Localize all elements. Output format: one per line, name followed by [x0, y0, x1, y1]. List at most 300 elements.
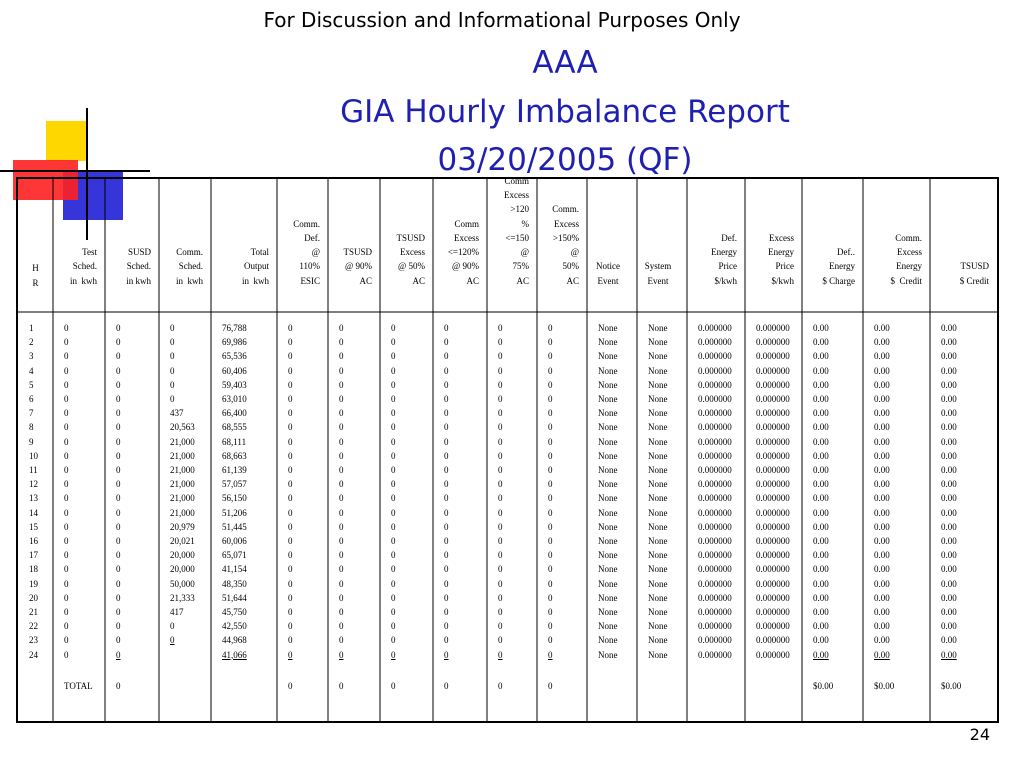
table-cell: 0 [339, 592, 344, 603]
table-cell: 0 [339, 564, 344, 575]
table-cell: 0 [339, 337, 344, 348]
table-cell: 19 [29, 578, 38, 589]
table-cell: 0 [548, 323, 553, 333]
table-cell: 0.00 [874, 621, 890, 632]
table-cell: 21 [29, 607, 38, 617]
table-cell: 0.00 [813, 337, 829, 348]
table-cell: 0.00 [941, 408, 957, 419]
total-cell: 0 [498, 681, 503, 691]
table-cell: 0 [391, 408, 396, 419]
table-cell: 0 [288, 422, 293, 433]
table-cell: 0.00 [813, 521, 829, 532]
table-cell: 6 [29, 394, 34, 404]
table-cell: 0 [391, 635, 396, 646]
table-cell: 0 [498, 408, 503, 419]
table-cell: 0 [391, 351, 396, 362]
table-cell: 0 [339, 408, 344, 419]
column-header: Def. Energy Price $/kwh [711, 232, 737, 286]
table-cell: 0 [444, 507, 449, 518]
table-cell: None [648, 379, 668, 390]
table-cell: None [648, 578, 668, 589]
table-cell: 0 [391, 564, 396, 575]
table-cell: 0.00 [874, 436, 890, 447]
table-cell: 0.00 [813, 379, 829, 390]
table-cell: 0 [339, 621, 344, 632]
table-cell: 0.000000 [698, 408, 732, 419]
table-cell: None [598, 351, 618, 362]
table-cell: 0 [444, 607, 449, 617]
disclaimer-text: For Discussion and Informational Purposes Only [263, 8, 741, 32]
table-cell: None [598, 479, 618, 490]
table-cell: 0 [116, 450, 121, 461]
table-cell: 0.00 [941, 536, 957, 546]
table-cell: 0 [548, 635, 553, 646]
table-cell: 0.00 [941, 379, 957, 390]
table-cell: 0 [288, 479, 293, 490]
table-cell: 18 [29, 564, 38, 575]
table-cell: 0 [288, 507, 293, 518]
table-cell: 42,550 [222, 621, 247, 632]
table-cell: 0.00 [941, 450, 957, 461]
table-cell: 0.00 [941, 621, 957, 632]
imbalance-table [16, 177, 999, 723]
table-cell: 0 [498, 323, 503, 333]
table-cell: 45,750 [222, 607, 247, 617]
table-cell: 0 [339, 507, 344, 518]
table-cell: 0 [116, 365, 121, 376]
table-cell: 60,406 [222, 365, 247, 376]
table-cell: 0.00 [813, 422, 829, 433]
table-cell: 0.000000 [756, 379, 790, 390]
table-cell: 0 [444, 564, 449, 575]
table-cell: 0.000000 [698, 379, 732, 390]
table-cell: None [648, 607, 668, 617]
column-header: Notice Event [596, 261, 620, 286]
table-cell: 0 [548, 351, 553, 362]
table-cell: 0 [288, 521, 293, 532]
table-cell: 0 [339, 450, 344, 461]
table-cell: 0.00 [874, 379, 890, 390]
table-cell: None [598, 422, 618, 433]
table-cell: 0 [391, 337, 396, 348]
table-cell: 0 [548, 379, 553, 390]
table-cell: None [648, 521, 668, 532]
table-cell: 23 [29, 635, 38, 646]
table-cell: 0 [288, 351, 293, 362]
table-cell: 0.00 [941, 564, 957, 575]
column-header: TSUSD Excess @ 50% AC [396, 232, 425, 286]
table-cell: 0 [288, 465, 293, 475]
table-cell: 0 [498, 564, 503, 575]
table-cell: 0 [339, 607, 344, 617]
table-cell: 0.00 [941, 436, 957, 447]
table-cell: 59,403 [222, 379, 247, 390]
table-cell: 0 [498, 422, 503, 433]
column-header: Comm Excess <=120% @ 90% AC [447, 218, 479, 286]
table-cell: 0 [116, 607, 121, 617]
table-cell: None [648, 394, 668, 404]
table-cell: 0 [444, 621, 449, 632]
table-cell: 0 [339, 436, 344, 447]
table-cell: 0 [116, 621, 121, 632]
table-cell: 0 [64, 578, 69, 589]
table-cell: 0 [548, 621, 553, 632]
table-cell: None [598, 521, 618, 532]
table-cell: 0.000000 [756, 507, 790, 518]
table-cell: 0 [498, 365, 503, 376]
table-cell: 0 [548, 550, 553, 561]
table-cell: 0.00 [941, 479, 957, 490]
table-cell: 3 [29, 351, 34, 362]
table-cell: 61,139 [222, 465, 247, 475]
table-cell: 0.00 [813, 323, 829, 333]
table-cell: 0 [444, 493, 449, 504]
table-cell: 0 [391, 394, 396, 404]
report-title: GIA Hourly Imbalance Report [340, 94, 790, 130]
table-cell: 0 [116, 564, 121, 575]
table-cell: 0 [64, 507, 69, 518]
table-cell: None [598, 394, 618, 404]
total-label: TOTAL [64, 681, 93, 691]
table-cell: 0 [116, 465, 121, 475]
table-cell: 0 [116, 422, 121, 433]
table-cell: None [648, 450, 668, 461]
table-cell: 0.00 [874, 422, 890, 433]
table-cell: 0 [288, 493, 293, 504]
table-cell: 0 [498, 649, 503, 660]
table-cell: 0 [391, 323, 396, 333]
table-cell: 0 [444, 479, 449, 490]
table-cell: 0 [64, 592, 69, 603]
table-cell: 0.00 [941, 607, 957, 617]
table-cell: 0 [391, 379, 396, 390]
column-header: Comm. Def. @ 110% ESIC [293, 218, 320, 286]
table-cell: 0 [498, 607, 503, 617]
table-cell: 0 [288, 379, 293, 390]
table-cell: 0.00 [813, 479, 829, 490]
table-cell: 0 [498, 578, 503, 589]
table-cell: 0.000000 [698, 635, 732, 646]
table-cell: 44,968 [222, 635, 247, 646]
table-cell: 0 [339, 323, 344, 333]
table-cell: 0 [498, 536, 503, 546]
table-cell: 41,066 [222, 649, 247, 660]
table-cell: 0 [339, 635, 344, 646]
table-cell: 0 [548, 450, 553, 461]
table-cell: 0 [548, 578, 553, 589]
table-cell: 0.00 [941, 649, 957, 660]
table-cell: 5 [29, 379, 34, 390]
column-header: Comm. Sched. in kwh [176, 247, 203, 286]
table-cell: None [648, 621, 668, 632]
table-cell: 0 [498, 379, 503, 390]
table-cell: 41,154 [222, 564, 247, 575]
table-cell: 0.000000 [756, 479, 790, 490]
table-cell: 0 [64, 564, 69, 575]
table-cell: 0 [498, 436, 503, 447]
table-cell: 0 [444, 635, 449, 646]
table-cell: 0 [339, 521, 344, 532]
table-cell: 0.000000 [698, 507, 732, 518]
table-cell: 0.00 [874, 507, 890, 518]
total-cell: 0 [116, 681, 121, 691]
table-cell: 0 [116, 578, 121, 589]
total-cell: 0 [288, 681, 293, 691]
table-cell: 11 [29, 465, 38, 475]
table-cell: 0.000000 [756, 408, 790, 419]
column-header: Excess Energy Price $/kwh [768, 232, 794, 286]
table-cell: 21,000 [170, 436, 195, 447]
table-cell: 0 [444, 578, 449, 589]
table-cell: 0.00 [874, 450, 890, 461]
table-cell: 0 [498, 493, 503, 504]
table-cell: 0.00 [813, 635, 829, 646]
table-cell: None [648, 351, 668, 362]
table-cell: None [648, 592, 668, 603]
table-cell: 0 [64, 621, 69, 632]
table-cell: 0 [548, 536, 553, 546]
table-cell: 0 [116, 493, 121, 504]
table-cell: 0 [391, 450, 396, 461]
table-cell: 17 [29, 550, 38, 561]
table-cell: 0.000000 [756, 394, 790, 404]
table-cell: 0 [339, 550, 344, 561]
table-cell: None [648, 436, 668, 447]
table-cell: 0 [498, 450, 503, 461]
table-cell: 0 [64, 337, 69, 348]
table-cell: 0.000000 [698, 649, 732, 660]
table-cell: 0.000000 [756, 521, 790, 532]
table-cell: 50,000 [170, 578, 195, 589]
table-cell: 0.00 [874, 564, 890, 575]
table-cell: 0 [170, 635, 175, 646]
table-cell: 0.000000 [756, 578, 790, 589]
table-cell: 20,979 [170, 521, 195, 532]
table-cell: 0 [288, 578, 293, 589]
table-cell: 0 [548, 422, 553, 433]
table-cell: 0.00 [813, 649, 829, 660]
total-cell: $0.00 [813, 681, 834, 691]
table-cell: 0 [444, 521, 449, 532]
table-cell: 0.000000 [756, 436, 790, 447]
table-cell: None [648, 323, 668, 333]
table-cell: None [648, 422, 668, 433]
table-cell: 20,000 [170, 564, 195, 575]
table-cell: 0 [391, 578, 396, 589]
table-cell: None [648, 493, 668, 504]
table-cell: 0.00 [874, 408, 890, 419]
table-cell: 0 [548, 592, 553, 603]
table-cell: 0.00 [874, 592, 890, 603]
table-cell: 0 [64, 422, 69, 433]
column-header: Comm. Excess >150% @ 50% AC [552, 204, 579, 286]
table-cell: 0 [116, 351, 121, 362]
table-cell: 0.000000 [698, 351, 732, 362]
table-cell: 0.00 [813, 436, 829, 447]
table-cell: None [598, 507, 618, 518]
table-cell: 0.00 [941, 323, 957, 333]
table-cell: 20 [29, 592, 38, 603]
table-cell: 0 [64, 323, 69, 333]
table-cell: 0 [64, 550, 69, 561]
table-cell: 56,150 [222, 493, 247, 504]
table-cell: 0 [498, 465, 503, 475]
table-cell: 0 [548, 649, 553, 660]
table-cell: 0 [498, 337, 503, 348]
table-cell: 0 [288, 323, 293, 333]
table-cell: None [598, 621, 618, 632]
table-cell: 0 [170, 394, 175, 404]
table-cell: 0.000000 [756, 465, 790, 475]
table-cell: 0 [444, 408, 449, 419]
table-cell: 0.00 [874, 536, 890, 546]
table-cell: 0.000000 [698, 479, 732, 490]
table-cell: 0.00 [941, 635, 957, 646]
table-cell: 0.000000 [698, 521, 732, 532]
table-cell: 0 [391, 607, 396, 617]
table-cell: None [598, 493, 618, 504]
table-cell: None [648, 365, 668, 376]
table-cell: 0 [498, 507, 503, 518]
table-cell: 0 [339, 536, 344, 546]
table-cell: 0.000000 [756, 323, 790, 333]
table-cell: None [598, 607, 618, 617]
table-cell: 22 [29, 621, 38, 632]
table-cell: 0.00 [813, 450, 829, 461]
table-cell: 4 [29, 365, 34, 376]
table-cell: 0 [498, 592, 503, 603]
table-cell: 0.00 [813, 536, 829, 546]
table-cell: 0.00 [941, 465, 957, 475]
table-cell: 0 [498, 351, 503, 362]
table-cell: 0.00 [874, 493, 890, 504]
table-cell: 0 [498, 394, 503, 404]
table-cell: 0 [339, 394, 344, 404]
table-cell: 0 [116, 323, 121, 333]
table-cell: 0.000000 [698, 394, 732, 404]
table-cell: 0.00 [874, 521, 890, 532]
table-cell: 0 [548, 479, 553, 490]
table-cell: 0.000000 [698, 436, 732, 447]
table-cell: 68,663 [222, 450, 247, 461]
table-cell: None [598, 578, 618, 589]
table-cell: 60,006 [222, 536, 247, 546]
table-cell: 0 [391, 550, 396, 561]
table-cell: 0 [339, 578, 344, 589]
table-cell: 437 [170, 408, 184, 419]
table-cell: 1 [29, 323, 34, 333]
total-cell: 0 [339, 681, 344, 691]
table-cell: 0 [170, 365, 175, 376]
table-cell: 0.000000 [698, 550, 732, 561]
table-cell: None [598, 365, 618, 376]
column-header: Test Sched. in kwh [70, 247, 97, 286]
table-cell: 0.000000 [756, 365, 790, 376]
table-cell: 0.000000 [698, 621, 732, 632]
table-cell: 51,206 [222, 507, 247, 518]
table-cell: 0.000000 [698, 493, 732, 504]
column-header: Comm Excess >120 % <=150 @ 75% AC [504, 175, 529, 286]
table-cell: 0 [64, 635, 69, 646]
table-cell: 0.000000 [756, 450, 790, 461]
table-cell: 0.00 [941, 507, 957, 518]
table-cell: 0.00 [813, 351, 829, 362]
page-number: 24 [969, 725, 990, 744]
table-cell: 0 [116, 550, 121, 561]
table-cell: 20,000 [170, 550, 195, 561]
table-cell: 0.000000 [698, 564, 732, 575]
table-cell: 0.00 [813, 592, 829, 603]
table-cell: None [598, 536, 618, 546]
table-cell: 0 [116, 479, 121, 490]
table-cell: 0 [116, 507, 121, 518]
table-cell: 0 [64, 521, 69, 532]
table-cell: 0.000000 [698, 450, 732, 461]
column-header: TSUSD @ 90% AC [343, 247, 372, 286]
table-cell: 0 [391, 493, 396, 504]
table-cell: 0 [116, 536, 121, 546]
total-cell: 0 [391, 681, 396, 691]
table-cell: 0.00 [941, 337, 957, 348]
table-cell: 0 [444, 536, 449, 546]
table-cell: 0.00 [813, 621, 829, 632]
table-cell: 0 [444, 337, 449, 348]
table-cell: 0.00 [813, 365, 829, 376]
table-cell: 0.000000 [698, 607, 732, 617]
table-cell: 0.00 [874, 635, 890, 646]
table-cell: 0.000000 [756, 493, 790, 504]
column-header: H R [32, 263, 39, 288]
table-cell: 24 [29, 649, 38, 660]
table-cell: 0.000000 [698, 337, 732, 348]
table-cell: 0.000000 [756, 635, 790, 646]
table-cell: None [598, 550, 618, 561]
table-cell: 0 [170, 337, 175, 348]
table-cell: 0.00 [813, 394, 829, 404]
table-cell: 21,000 [170, 450, 195, 461]
table-cell: 0 [288, 550, 293, 561]
table-cell: None [598, 649, 618, 660]
table-cell: 0 [444, 450, 449, 461]
table-cell: 0.00 [941, 394, 957, 404]
total-cell: 0 [548, 681, 553, 691]
table-cell: 0 [339, 479, 344, 490]
table-cell: 21,333 [170, 592, 195, 603]
table-cell: 0 [64, 436, 69, 447]
table-cell: 65,536 [222, 351, 247, 362]
table-cell: 0 [116, 337, 121, 348]
total-cell: 0 [444, 681, 449, 691]
table-cell: 0.00 [874, 649, 890, 660]
table-cell: 0 [288, 635, 293, 646]
table-cell: 0 [64, 450, 69, 461]
table-cell: 0 [548, 465, 553, 475]
table-cell: 68,555 [222, 422, 247, 433]
column-header: TSUSD $ Credit [959, 261, 989, 286]
table-cell: 0 [170, 379, 175, 390]
table-cell: 0.000000 [756, 621, 790, 632]
table-cell: 0.000000 [756, 550, 790, 561]
table-cell: 0 [339, 379, 344, 390]
table-cell: 21,000 [170, 493, 195, 504]
table-cell: 0.00 [874, 351, 890, 362]
table-cell: 0 [444, 436, 449, 447]
deco-yellow-square [46, 121, 86, 161]
table-cell: 57,057 [222, 479, 247, 490]
table-cell: 0 [116, 521, 121, 532]
table-cell: 0.00 [941, 592, 957, 603]
table-cell: 0 [288, 649, 293, 660]
